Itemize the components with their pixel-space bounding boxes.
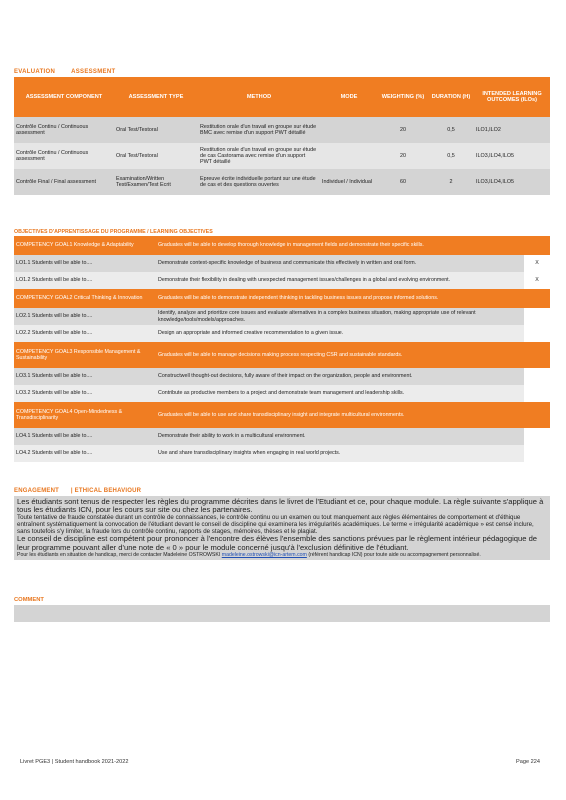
competency-description: Graduates will be able to demonstrate independent thinking in tackling business issues and propose informed solutions. bbox=[156, 289, 550, 308]
row-duration: 0,5 bbox=[447, 126, 455, 133]
row-mode bbox=[320, 117, 378, 143]
learning-outcome-row bbox=[14, 325, 550, 342]
lo-label bbox=[14, 385, 156, 402]
lo-id: LO2.1 bbox=[16, 313, 31, 320]
competency-title: COMPETENCY GOAL1 Knowledge & Adaptability bbox=[14, 236, 156, 255]
competency-row bbox=[14, 289, 550, 308]
assessment-row bbox=[14, 143, 550, 169]
lo-label bbox=[14, 445, 156, 462]
competency-title: COMPETENCY GOAL4 Open-Mindedness & Transdisciplinarity bbox=[14, 402, 156, 428]
lo-prefix: Students will be able to.... bbox=[31, 390, 93, 397]
lo-id: LO4.1 bbox=[16, 433, 31, 440]
header-component: ASSESSMENT COMPONENT bbox=[14, 77, 114, 117]
engagement-label: ENGAGEMENT bbox=[14, 488, 60, 494]
learning-outcome-row bbox=[14, 428, 550, 445]
lo-label bbox=[14, 272, 156, 289]
competency-title: COMPETENCY GOAL2 Critical Thinking & Innovation bbox=[14, 289, 156, 308]
lo-label bbox=[14, 428, 156, 445]
evaluation-label: EVALUATION bbox=[14, 69, 56, 75]
lo-label bbox=[14, 255, 156, 272]
row-duration: 2 bbox=[449, 178, 453, 185]
page-footer bbox=[20, 759, 540, 765]
lo-mark: X bbox=[524, 255, 550, 272]
lo-id: LO4.2 bbox=[16, 450, 31, 457]
row-weighting: 20 bbox=[400, 126, 406, 133]
lo-text: Demonstrate context-specific knowledge of business and communicate this effectively in written and oral form. bbox=[156, 255, 524, 272]
learning-outcome-row bbox=[14, 445, 550, 462]
header-type: ASSESSMENT TYPE bbox=[114, 77, 198, 117]
lo-id: LO1.2 bbox=[16, 277, 31, 284]
evaluation-section-title bbox=[14, 69, 115, 75]
row-mode: Individuel / Individual bbox=[322, 178, 373, 185]
lo-id: LO1.1 bbox=[16, 260, 31, 267]
ethics-paragraph-4 bbox=[17, 552, 547, 558]
row-component: Contrôle Continu / Continuous assessment bbox=[16, 123, 89, 136]
lo-mark bbox=[524, 428, 550, 445]
competency-row bbox=[14, 402, 550, 428]
page-number: Page 224 bbox=[516, 759, 540, 765]
row-outcomes: ILO3,ILO4,ILO5 bbox=[476, 178, 515, 185]
ethics-section bbox=[14, 488, 550, 560]
assessment-row bbox=[14, 169, 550, 195]
learning-outcome-row bbox=[14, 255, 550, 272]
learning-outcome-row bbox=[14, 385, 550, 402]
header-weighting: WEIGHTING (%) bbox=[378, 77, 428, 117]
lo-mark bbox=[524, 445, 550, 462]
competency-row bbox=[14, 342, 550, 368]
row-component: Contrôle Final / Final assessment bbox=[16, 178, 96, 185]
row-type: Oral Test/Testoral bbox=[116, 152, 158, 159]
row-weighting: 20 bbox=[400, 152, 406, 159]
lo-text: Contribute as productive members to a project and demonstrate team management and leadership skills. bbox=[156, 385, 524, 402]
row-type: Examination/Written Test/Examen/Test Ecrit bbox=[116, 175, 171, 188]
lo-mark: X bbox=[524, 272, 550, 289]
row-weighting: 60 bbox=[400, 178, 406, 185]
learning-outcome-row bbox=[14, 308, 550, 325]
lo-text: Demonstrate their flexibility in dealing with unexpected management issues/challenges in a global and evolving environment. bbox=[156, 272, 524, 289]
competency-description: Graduates will be able to manage decisions making process respecting CSR and sustainable standards. bbox=[156, 342, 550, 368]
row-component: Contrôle Continu / Continuous assessment bbox=[16, 149, 89, 162]
row-type: Oral Test/Testoral bbox=[116, 126, 158, 133]
header-outcomes: INTENDED LEARNING OUTCOMES (ILOs) bbox=[474, 77, 550, 117]
lo-label bbox=[14, 308, 156, 325]
lo-prefix: Students will be able to.... bbox=[31, 277, 93, 284]
disability-contact-text-end: (référent handicap ICN) pour toute aide ou accompagnement personnalisé. bbox=[308, 551, 481, 558]
learning-outcome-row bbox=[14, 368, 550, 385]
row-method: Restitution orale d'un travail en groupe sur étude BMC avec remise d'un support PWT détaillé bbox=[200, 123, 317, 136]
footer-left: Livret PGE3 | Student handbook 2021-2022 bbox=[20, 759, 129, 765]
lo-mark bbox=[524, 308, 550, 325]
competency-description: Graduates will be able to use and share transdisciplinary insight and integrate multicultural environments. bbox=[156, 402, 550, 428]
objectives-section-title: OBJECTIVES D'APPRENTISSAGE DU PROGRAMME / LEARNING OBJECTIVES bbox=[14, 229, 213, 235]
lo-id: LO2.2 bbox=[16, 330, 31, 337]
competency-row bbox=[14, 236, 550, 255]
row-outcomes: ILO3,ILO4,ILO5 bbox=[476, 152, 515, 159]
lo-mark bbox=[524, 368, 550, 385]
lo-text: Use and share transdisciplinary insights when engaging in real world projects. bbox=[156, 445, 524, 462]
ethics-paragraph-3: Le conseil de discipline est compétent pour prononcer à l'encontre des élèves l'ensemble des sanctions prévues par le règlement intérieur pédagogique de leur programme pouvant aller d'une note de « 0 » pour le module concerné jusqu'à l'exclusion définitive de l'étudiant. bbox=[17, 534, 538, 552]
header-duration: DURATION (H) bbox=[428, 77, 474, 117]
lo-text: Demonstrate their ability to work in a multicultural environment. bbox=[156, 428, 524, 445]
lo-mark bbox=[524, 385, 550, 402]
lo-mark bbox=[524, 325, 550, 342]
ethical-behaviour-label: ETHICAL BEHAVIOUR bbox=[74, 488, 142, 494]
ethics-paragraph-1: Les étudiants sont tenus de respecter les règles du programme décrites dans le livret de l'Etudiant et ce, pour chaque module. La règle suivante s'applique à tous les étudiants ICN, pour les cours sur site ou chez les partenaires. bbox=[17, 497, 544, 515]
header-mode: MODE bbox=[320, 77, 378, 117]
lo-id: LO3.2 bbox=[16, 390, 31, 397]
ethics-paragraph-2: Toute tentative de fraude constatée durant un contrôle de connaissances, le contrôle continu ou un examen ou tout manquement aux règles élémentaires de comportement et d'éthique entraînent systématiquement la convocation de l'étudiant devant le conseil de discipline qui examinera les irrégularités académiques. Le terme « irrégularité académique » est censé inclure, sans toutefois s'y limiter, la fraude lors du contrôle continu, rapports de stages, mémoires, thèses et le plagiat. bbox=[17, 514, 534, 536]
lo-label bbox=[14, 325, 156, 342]
assessment-row bbox=[14, 117, 550, 143]
competency-description: Graduates will be able to develop thorough knowledge in management fields and demonstrate their specific skills. bbox=[156, 236, 550, 255]
competency-title: COMPETENCY GOAL3 Responsible Management & Sustainability bbox=[14, 342, 156, 368]
objectives-table bbox=[14, 236, 550, 462]
row-method: Epreuve écrite individuelle portant sur une étude de cas et des questions ouvertes bbox=[200, 175, 316, 188]
assessment-table bbox=[14, 77, 550, 195]
lo-prefix: Students will be able to.... bbox=[31, 313, 93, 320]
comment-box bbox=[14, 605, 550, 622]
row-duration: 0,5 bbox=[447, 152, 455, 159]
lo-text: Design an appropriate and informed creative recommendation to a given issue. bbox=[156, 325, 524, 342]
row-mode bbox=[320, 143, 378, 169]
assessment-label: ASSESSMENT bbox=[71, 69, 116, 75]
ethics-section-title: ENGAGEMENT | ETHICAL BEHAVIOUR bbox=[14, 488, 142, 494]
lo-prefix: Students will be able to.... bbox=[31, 260, 93, 267]
lo-text: Identify, analyze and prioritize core issues and evaluate alternatives in a complex business situation, making appropriate use of relevant knowledge/tools/models/approaches. bbox=[156, 308, 524, 325]
lo-text: Constructwell thought-out decisions, fully aware of their impact on the organization, people and environment. bbox=[156, 368, 524, 385]
disability-contact-text: Pour les étudiants en situation de handicap, merci de contacter Madeleine OSTROWSKI bbox=[17, 551, 221, 558]
assessment-header-row bbox=[14, 77, 550, 117]
lo-prefix: Students will be able to.... bbox=[31, 433, 93, 440]
lo-label bbox=[14, 368, 156, 385]
lo-prefix: Students will be able to.... bbox=[31, 450, 93, 457]
comment-section-title: COMMENT bbox=[14, 597, 44, 603]
row-outcomes: ILO1,ILO2 bbox=[476, 126, 501, 133]
lo-prefix: Students will be able to.... bbox=[31, 373, 93, 380]
ethics-text-box bbox=[14, 496, 550, 560]
lo-prefix: Students will be able to.... bbox=[31, 330, 93, 337]
row-method: Restitution orale d'un travail en groupe sur étude de cas Castorama avec remise d'un support PWT détaillé bbox=[200, 146, 317, 166]
header-method: METHOD bbox=[198, 77, 320, 117]
lo-id: LO3.1 bbox=[16, 373, 31, 380]
learning-outcome-row bbox=[14, 272, 550, 289]
contact-email-link[interactable]: madeleine.ostrowski@icn-artem.com bbox=[221, 551, 307, 558]
